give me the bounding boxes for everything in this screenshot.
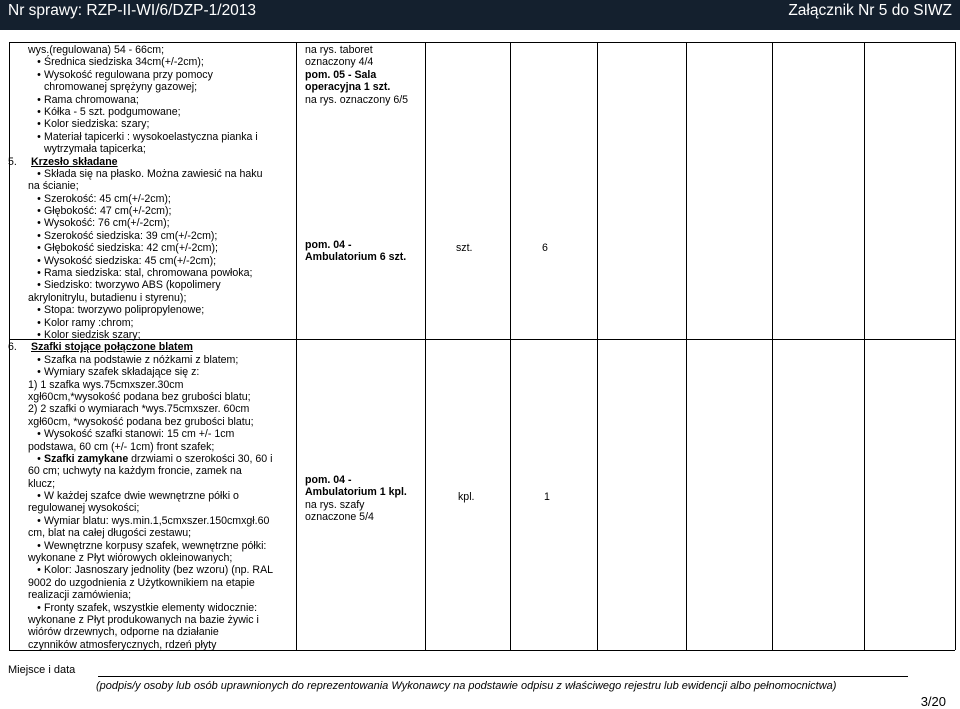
description-line [21, 217, 294, 229]
description-line [28, 465, 294, 477]
description-line [28, 391, 294, 403]
location-cell [305, 239, 406, 264]
line-text: drzwiami o szerokości 30, 60 i [128, 452, 273, 465]
description-line [28, 502, 294, 514]
line-text: czynników atmosferycznych, rdzeń płyty [28, 638, 217, 651]
unit-cell: kpl. [458, 491, 475, 503]
line-text: wys.(regulowana) 54 - 66cm; [28, 44, 165, 56]
description-line [21, 317, 294, 329]
line-text: Rama siedziska: stal, chromowana powłoka; [44, 267, 253, 280]
item-number: 5. [8, 155, 17, 168]
description-line [21, 540, 294, 552]
location-line: oznaczone 5/4 [305, 511, 374, 524]
description-line [21, 106, 294, 118]
line-text: Kolor siedziska: szary; [44, 118, 150, 131]
item-description [8, 44, 294, 651]
description-line [21, 193, 294, 205]
line-text: wykonane z Płyt wiórowych okleinowanych; [28, 552, 233, 565]
description-line [21, 428, 294, 440]
page-number: 3/20 [920, 694, 946, 709]
line-text: Wewnętrzne korpusy szafek, wewnętrzne półki: [44, 539, 267, 552]
document-header [0, 0, 960, 30]
column-divider [296, 42, 297, 650]
line-text: Wymiary szafek składające się z: [44, 366, 200, 379]
description-line [8, 156, 294, 168]
description-line [28, 379, 294, 391]
description-line [28, 614, 294, 626]
column-divider [772, 42, 773, 650]
description-line [21, 69, 294, 81]
description-line [21, 255, 294, 267]
location-line: na rys. oznaczony 6/5 [305, 93, 409, 106]
description-line [28, 626, 294, 638]
line-text: Szerokość siedziska: 39 cm(+/-2cm); [44, 229, 218, 242]
description-line [21, 94, 294, 106]
line-text: 9002 do uzgodnienia z Użytkownikiem na etapie [28, 576, 255, 589]
column-divider [864, 42, 865, 650]
line-text: Kolor siedzisk szary; [44, 328, 141, 341]
line-text: W każdej szafce dwie wewnętrzne półki o [44, 490, 239, 503]
column-divider [425, 42, 426, 650]
description-line [21, 515, 294, 527]
line-text: Szerokość: 45 cm(+/-2cm); [44, 192, 171, 205]
item-heading: Szafki stojące połączone blatem [31, 341, 193, 354]
line-text: 2) 2 szafki o wymiarach *wys.75cmxszer. 60cm [28, 403, 250, 416]
description-line [21, 242, 294, 254]
table-border-right [955, 42, 956, 650]
line-text: na ścianie; [28, 180, 79, 193]
line-text: Wysokość siedziska: 45 cm(+/-2cm); [44, 254, 217, 267]
line-text: xgł60cm,*wysokość podana bez grubości blatu; [28, 390, 251, 403]
description-line [21, 354, 294, 366]
quantity-cell: 6 [542, 242, 548, 254]
description-line [21, 131, 294, 143]
attachment-label: Załącznik Nr 5 do SIWZ [788, 2, 952, 19]
description-line [21, 329, 294, 341]
description-line [21, 205, 294, 217]
line-text: xgł60cm, *wysokość podana bez grubości blatu; [28, 415, 254, 428]
location-line: na rys. szafy [305, 498, 365, 511]
line-text: Kolor ramy :chrom; [44, 316, 134, 329]
line-text: Głębokość: 47 cm(+/-2cm); [44, 205, 172, 218]
line-text: cm, blat na całej długości zestawu; [28, 527, 192, 540]
description-line [21, 602, 294, 614]
description-line [28, 403, 294, 415]
location-line: oznaczony 4/4 [305, 56, 374, 69]
description-line [28, 416, 294, 428]
description-line [21, 490, 294, 502]
location-cell [305, 44, 408, 106]
unit-cell: szt. [456, 242, 473, 254]
location-line: operacyjna 1 szt. [305, 81, 391, 94]
description-line [28, 478, 294, 490]
line-text: wytrzymała tapicerka; [44, 143, 146, 156]
description-line [8, 341, 294, 353]
quantity-cell: 1 [544, 491, 550, 503]
line-text: Szafka na podstawie z nóżkami z blatem; [44, 353, 239, 366]
line-text: Fronty szafek, wszystkie elementy widocznie: [44, 601, 258, 614]
line-text: chromowanej sprężyny gazowej; [44, 81, 198, 94]
description-line [28, 180, 294, 192]
case-number: Nr sprawy: RZP-II-WI/6/DZP-1/2013 [8, 2, 257, 19]
description-line [21, 267, 294, 279]
line-text: wykonane z Płyt produkowanych na bazie żywic i [28, 613, 259, 626]
description-line [28, 639, 294, 651]
line-text: realizacji zamówienia; [28, 589, 132, 602]
column-divider [686, 42, 687, 650]
description-line [28, 292, 294, 304]
line-text: regulowanej wysokości; [28, 502, 140, 515]
location-line: Ambulatorium 1 kpl. [305, 486, 407, 499]
description-line [21, 143, 294, 155]
line-text: Kółka - 5 szt. podgumowane; [44, 105, 181, 118]
line-text: podstawa, 60 cm (+/- 1cm) front szafek; [28, 440, 215, 453]
description-line [21, 279, 294, 291]
description-line [28, 577, 294, 589]
line-text: 1) 1 szafka wys.75cmxszer.30cm [28, 378, 184, 391]
description-line [21, 230, 294, 242]
line-text: wiórów drzewnych, odporne na działanie [28, 626, 219, 639]
description-line [21, 564, 294, 576]
line-text: Wysokość regulowana przy pomocy [44, 68, 213, 81]
location-line: pom. 04 - [305, 474, 352, 486]
line-text: 60 cm; uchwyty na każdym froncie, zamek na [28, 465, 242, 478]
line-text: Głębokość siedziska: 42 cm(+/-2cm); [44, 242, 218, 255]
description-line [21, 168, 294, 180]
line-text: Średnica siedziska 34cm(+/-2cm); [44, 56, 204, 69]
line-text: Materiał tapicerki : wysokoelastyczna pianka i [44, 130, 258, 143]
table-row-border [9, 42, 955, 43]
column-divider [597, 42, 598, 650]
signature-line [98, 676, 908, 677]
description-line [21, 118, 294, 130]
line-text: Wymiar blatu: wys.min.1,5cmxszer.150cmxgł.60 [44, 514, 270, 527]
line-text: Wysokość: 76 cm(+/-2cm); [44, 217, 170, 230]
item-number: 6. [8, 341, 17, 354]
line-text: akrylonitrylu, butadienu i styrenu); [28, 291, 187, 304]
location-line: pom. 05 - Sala [305, 68, 377, 81]
description-line [21, 366, 294, 378]
place-date-label: Miejsce i data [8, 664, 76, 676]
location-line: pom. 04 - [305, 239, 352, 251]
description-line [28, 589, 294, 601]
line-text: Rama chromowana; [44, 93, 139, 106]
description-line [21, 81, 294, 93]
column-divider [510, 42, 511, 650]
description-line [21, 304, 294, 316]
location-cell [305, 474, 407, 524]
description-line [28, 441, 294, 453]
description-line [28, 552, 294, 564]
description-line [21, 453, 294, 465]
description-line [28, 527, 294, 539]
location-line: na rys. taboret [305, 44, 373, 56]
line-text: Siedzisko: tworzywo ABS (kopolimery [44, 279, 221, 292]
description-line [28, 44, 294, 56]
description-line [21, 56, 294, 68]
location-line: Ambulatorium 6 szt. [305, 251, 407, 264]
line-text: klucz; [28, 477, 56, 490]
line-text: Składa się na płasko. Można zawiesić na haku [44, 167, 263, 180]
signature-note: (podpis/y osoby lub osób uprawnionych do reprezentowania Wykonawcy na podstawie odpisu z właściwego rejestru lub ewidencji albo pełnomocnictwa) [96, 680, 837, 692]
bold-phrase: Szafki zamykane [44, 452, 129, 465]
line-text: Kolor: Jasnoszary jednolity (bez wzoru) (np. RAL [44, 564, 274, 577]
line-text: Wysokość szafki stanowi: 15 cm +/- 1cm [44, 428, 235, 441]
line-text: Stopa: tworzywo polipropylenowe; [44, 304, 205, 317]
item-heading: Krzesło składane [31, 155, 118, 168]
